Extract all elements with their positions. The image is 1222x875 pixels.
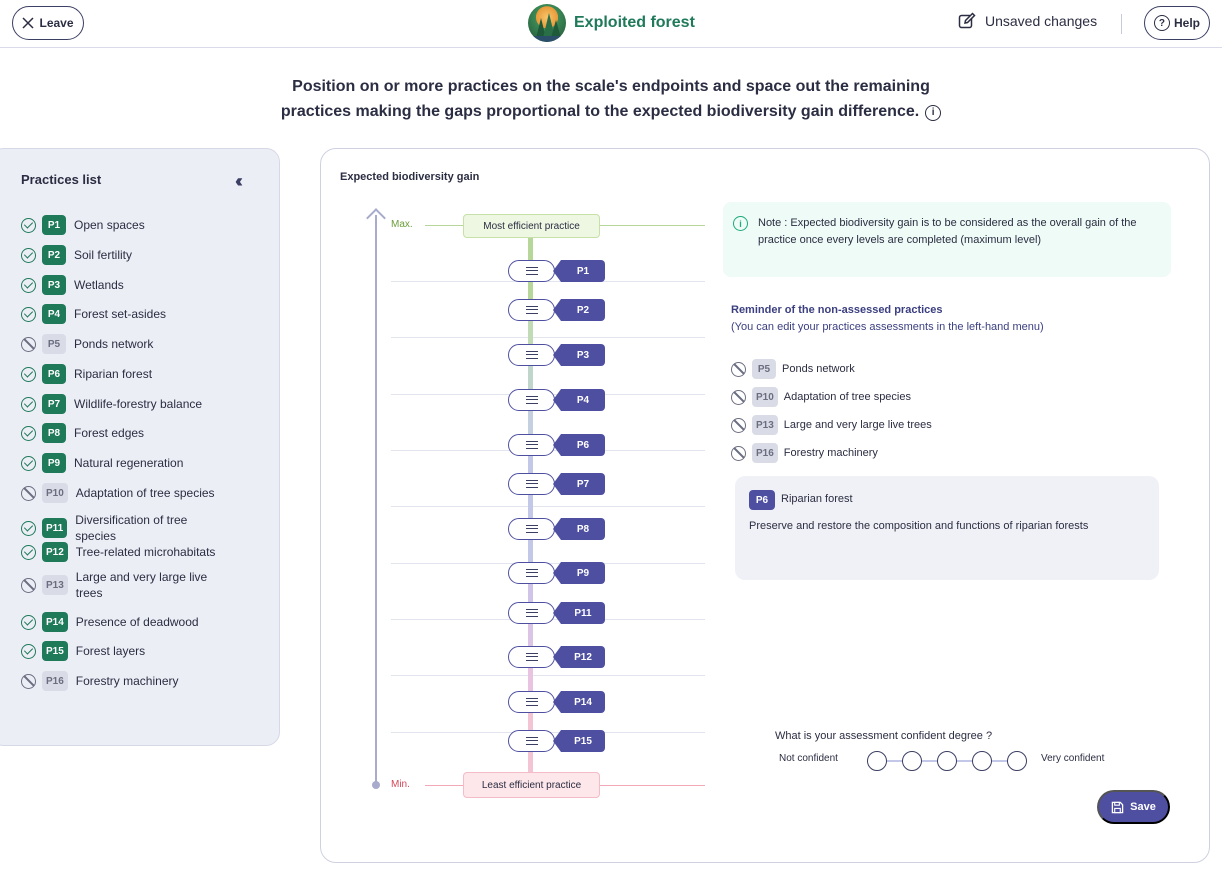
practice-badge: P13: [752, 415, 778, 435]
scale-connector: [528, 584, 533, 602]
sidebar-item-p13[interactable]: [21, 569, 226, 601]
reminder-item-p5: [731, 359, 855, 379]
scale-practice-tag[interactable]: P4: [561, 389, 605, 411]
instruction-line-2: practices making the gaps proportional to the expected biodiversity gain difference.: [280, 103, 920, 120]
scale-practice-tag[interactable]: P11: [561, 602, 605, 624]
confidence-question: What is your assessment confident degree ?: [775, 730, 993, 742]
scale-connector: [528, 713, 533, 730]
check-circle-icon: [21, 367, 36, 382]
practice-badge: P4: [42, 304, 66, 324]
scale-connector: [528, 321, 533, 344]
help-button[interactable]: [1144, 6, 1210, 40]
blocked-icon: [21, 674, 36, 689]
confidence-option-1[interactable]: [867, 751, 887, 771]
save-button[interactable]: [1097, 790, 1170, 824]
practice-badge: P9: [42, 453, 66, 473]
reminder-item-p16: [731, 443, 878, 463]
drag-handle-p7[interactable]: [508, 473, 555, 495]
practice-badge: P5: [42, 334, 66, 354]
practice-badge: P7: [42, 394, 66, 414]
help-label: Help: [1173, 16, 1200, 30]
sidebar-item-label: Forest set-asides: [74, 307, 167, 321]
drag-handle-p6[interactable]: [508, 434, 555, 456]
check-circle-icon: [21, 218, 36, 233]
scale-gridline: [391, 506, 705, 507]
check-circle-icon: [21, 521, 36, 536]
practice-badge: P10: [42, 483, 68, 503]
drag-handle-p11[interactable]: [508, 602, 555, 624]
save-label: Save: [1130, 801, 1156, 813]
scale-connector: [528, 411, 533, 434]
page-title: Exploited forest: [574, 14, 695, 31]
practice-badge: P1: [42, 215, 66, 235]
blocked-icon: [21, 337, 36, 352]
sidebar-item-p5[interactable]: [21, 334, 153, 354]
scale-gridline: [391, 337, 705, 338]
practice-badge: P14: [42, 612, 68, 632]
drag-handle-icon: [526, 480, 538, 488]
practice-badge: P6: [42, 364, 66, 384]
reminder-subtitle: (You can edit your practices assessments in the left-hand menu): [731, 321, 1044, 333]
assessment-card: [320, 148, 1210, 863]
sidebar-item-p9[interactable]: [21, 453, 183, 473]
scale-connector: [528, 495, 533, 518]
scale-practice-tag[interactable]: P8: [561, 518, 605, 540]
brand: [528, 4, 695, 42]
unsaved-status: [958, 12, 1097, 30]
scale-practice-tag[interactable]: P2: [561, 299, 605, 321]
note-box: [723, 202, 1171, 277]
drag-handle-p14[interactable]: [508, 691, 555, 713]
least-efficient-box: Least efficient practice: [463, 772, 600, 798]
drag-handle-icon: [526, 737, 538, 745]
sidebar-item-label: Tree-related microhabitats: [75, 545, 216, 559]
drag-handle-icon: [526, 351, 538, 359]
drag-handle-p9[interactable]: [508, 562, 555, 584]
scale-practice-tag[interactable]: P12: [561, 646, 605, 668]
scale-practice-tag[interactable]: P6: [561, 434, 605, 456]
scale-title: Expected biodiversity gain: [340, 171, 480, 183]
drag-handle-p8[interactable]: [508, 518, 555, 540]
sidebar-item-label: Wildlife-forestry balance: [74, 397, 203, 411]
scale-practice-tag[interactable]: P15: [561, 730, 605, 752]
sidebar-item-p6[interactable]: [21, 364, 152, 384]
sidebar-item-p14[interactable]: [21, 612, 199, 632]
sidebar-item-p16[interactable]: [21, 671, 179, 691]
practice-badge: P15: [42, 641, 68, 661]
confidence-high-label: Very confident: [1041, 753, 1105, 764]
scale-practice-tag[interactable]: P1: [561, 260, 605, 282]
sidebar-item-label: Large and very large live trees: [75, 570, 208, 600]
sidebar-item-p7[interactable]: [21, 394, 202, 414]
max-label: Max.: [391, 219, 413, 230]
reminder-title: Reminder of the non-assessed practices: [731, 304, 943, 316]
confidence-low-label: Not confident: [779, 753, 838, 764]
sidebar-item-label: Wetlands: [74, 278, 124, 292]
reminder-item-label: Forestry machinery: [783, 447, 878, 459]
scale-practice-tag[interactable]: P7: [561, 473, 605, 495]
sidebar-item-p8[interactable]: [21, 423, 144, 443]
drag-handle-icon: [526, 698, 538, 706]
reminder-item-p13: [731, 415, 932, 435]
drag-handle-p4[interactable]: [508, 389, 555, 411]
drag-handle-p2[interactable]: [508, 299, 555, 321]
min-label: Min.: [391, 779, 410, 790]
detail-name: Riparian forest: [781, 493, 853, 505]
collapse-icon[interactable]: ‹‹: [235, 171, 239, 191]
confidence-option-4[interactable]: [972, 751, 992, 771]
practice-badge: P13: [42, 575, 68, 595]
scale-connector: [528, 282, 533, 299]
practice-badge: P3: [42, 275, 66, 295]
reminder-item-label: Large and very large live trees: [783, 419, 932, 431]
header-divider: [1121, 14, 1122, 34]
sidebar-item-p15[interactable]: [21, 641, 145, 661]
check-circle-icon: [21, 456, 36, 471]
sidebar-item-label: Diversification of tree species: [75, 513, 188, 543]
drag-handle-p15[interactable]: [508, 730, 555, 752]
sidebar-item-label: Forestry machinery: [75, 674, 179, 688]
blocked-icon: [731, 418, 746, 433]
sidebar-item-label: Open spaces: [74, 218, 145, 232]
check-circle-icon: [21, 248, 36, 263]
question-icon: ?: [1154, 15, 1170, 31]
blocked-icon: [731, 362, 746, 377]
drag-handle-p3[interactable]: [508, 344, 555, 366]
instruction-line-1: Position on or more practices on the scale's endpoints and space out the remaining: [292, 78, 930, 95]
save-icon: [1111, 801, 1124, 814]
practice-badge: P11: [42, 518, 67, 538]
app-header: [0, 0, 1222, 48]
sidebar-item-p2[interactable]: [21, 245, 132, 265]
check-circle-icon: [21, 615, 36, 630]
drag-handle-icon: [526, 609, 538, 617]
sidebar-item-label: Forest layers: [75, 644, 146, 658]
close-icon: [22, 17, 34, 29]
practice-badge: P10: [752, 387, 778, 407]
drag-handle-p12[interactable]: [508, 646, 555, 668]
drag-handle-icon: [526, 569, 538, 577]
sidebar-item-p11[interactable]: [21, 512, 225, 544]
check-circle-icon: [21, 278, 36, 293]
drag-handle-icon: [526, 267, 538, 275]
scale-gridline: [391, 675, 705, 676]
confidence-option-3[interactable]: [937, 751, 957, 771]
sidebar-item-label: Natural regeneration: [74, 456, 184, 470]
edit-icon: [958, 12, 976, 30]
scale-practice-tag[interactable]: P14: [561, 691, 605, 713]
instruction-text: [200, 74, 1022, 124]
scale-practice-tag[interactable]: P3: [561, 344, 605, 366]
blocked-icon: [731, 390, 746, 405]
scale-practice-tag[interactable]: P9: [561, 562, 605, 584]
practice-badge: P16: [42, 671, 68, 691]
sidebar-item-p3[interactable]: [21, 275, 124, 295]
confidence-option-2[interactable]: [902, 751, 922, 771]
drag-handle-icon: [526, 653, 538, 661]
sidebar-item-label: Riparian forest: [74, 367, 153, 381]
info-icon[interactable]: i: [925, 105, 941, 121]
practice-detail-card: [735, 476, 1159, 580]
sidebar-item-label: Presence of deadwood: [75, 615, 199, 629]
scale-connector: [528, 238, 533, 260]
reminder-item-label: Ponds network: [782, 363, 855, 375]
drag-handle-icon: [526, 525, 538, 533]
blocked-icon: [21, 486, 36, 501]
practice-badge: P16: [752, 443, 778, 463]
blocked-icon: [21, 578, 36, 593]
practice-badge: P12: [42, 542, 68, 562]
check-circle-icon: [21, 426, 36, 441]
reminder-item-label: Adaptation of tree species: [783, 391, 911, 403]
forest-logo-icon: [528, 4, 566, 42]
practices-sidebar: [0, 148, 280, 746]
leave-button[interactable]: [12, 6, 84, 40]
practice-badge: P2: [42, 245, 66, 265]
sidebar-item-label: Adaptation of tree species: [75, 486, 215, 500]
drag-handle-icon: [526, 396, 538, 404]
most-efficient-box: Most efficient practice: [463, 214, 600, 238]
sidebar-item-p12[interactable]: [21, 542, 215, 562]
sidebar-item-p4[interactable]: [21, 304, 166, 324]
note-text: Note : Expected biodiversity gain is to be considered as the overall gain of the practice once every levels are completed (maximum level): [758, 217, 1137, 246]
check-circle-icon: [21, 397, 36, 412]
blocked-icon: [731, 446, 746, 461]
sidebar-item-label: Ponds network: [74, 337, 154, 351]
sidebar-item-p10[interactable]: [21, 483, 215, 503]
sidebar-item-p1[interactable]: [21, 215, 145, 235]
detail-badge: P6: [749, 490, 775, 510]
practice-badge: P5: [752, 359, 776, 379]
scale-connector: [528, 624, 533, 646]
scale-connector: [528, 668, 533, 691]
drag-handle-icon: [526, 441, 538, 449]
info-icon: i: [733, 216, 748, 231]
check-circle-icon: [21, 307, 36, 322]
unsaved-label: Unsaved changes: [985, 13, 1098, 29]
leave-label: Leave: [39, 16, 74, 30]
check-circle-icon: [21, 545, 36, 560]
reminder-item-p10: [731, 387, 911, 407]
confidence-option-5[interactable]: [1007, 751, 1027, 771]
scale-axis: [375, 215, 377, 787]
scale-connector: [528, 752, 533, 772]
scale-connector: [528, 366, 533, 389]
detail-description: Preserve and restore the composition and functions of riparian forests: [749, 520, 1089, 532]
drag-handle-p1[interactable]: [508, 260, 555, 282]
scale-connector: [528, 456, 533, 473]
scale-connector: [528, 540, 533, 562]
axis-end-dot: [372, 781, 380, 789]
sidebar-item-label: Forest edges: [74, 426, 145, 440]
check-circle-icon: [21, 644, 36, 659]
drag-handle-icon: [526, 306, 538, 314]
practice-badge: P8: [42, 423, 66, 443]
sidebar-item-label: Soil fertility: [74, 248, 133, 262]
sidebar-title: Practices list: [21, 172, 102, 187]
